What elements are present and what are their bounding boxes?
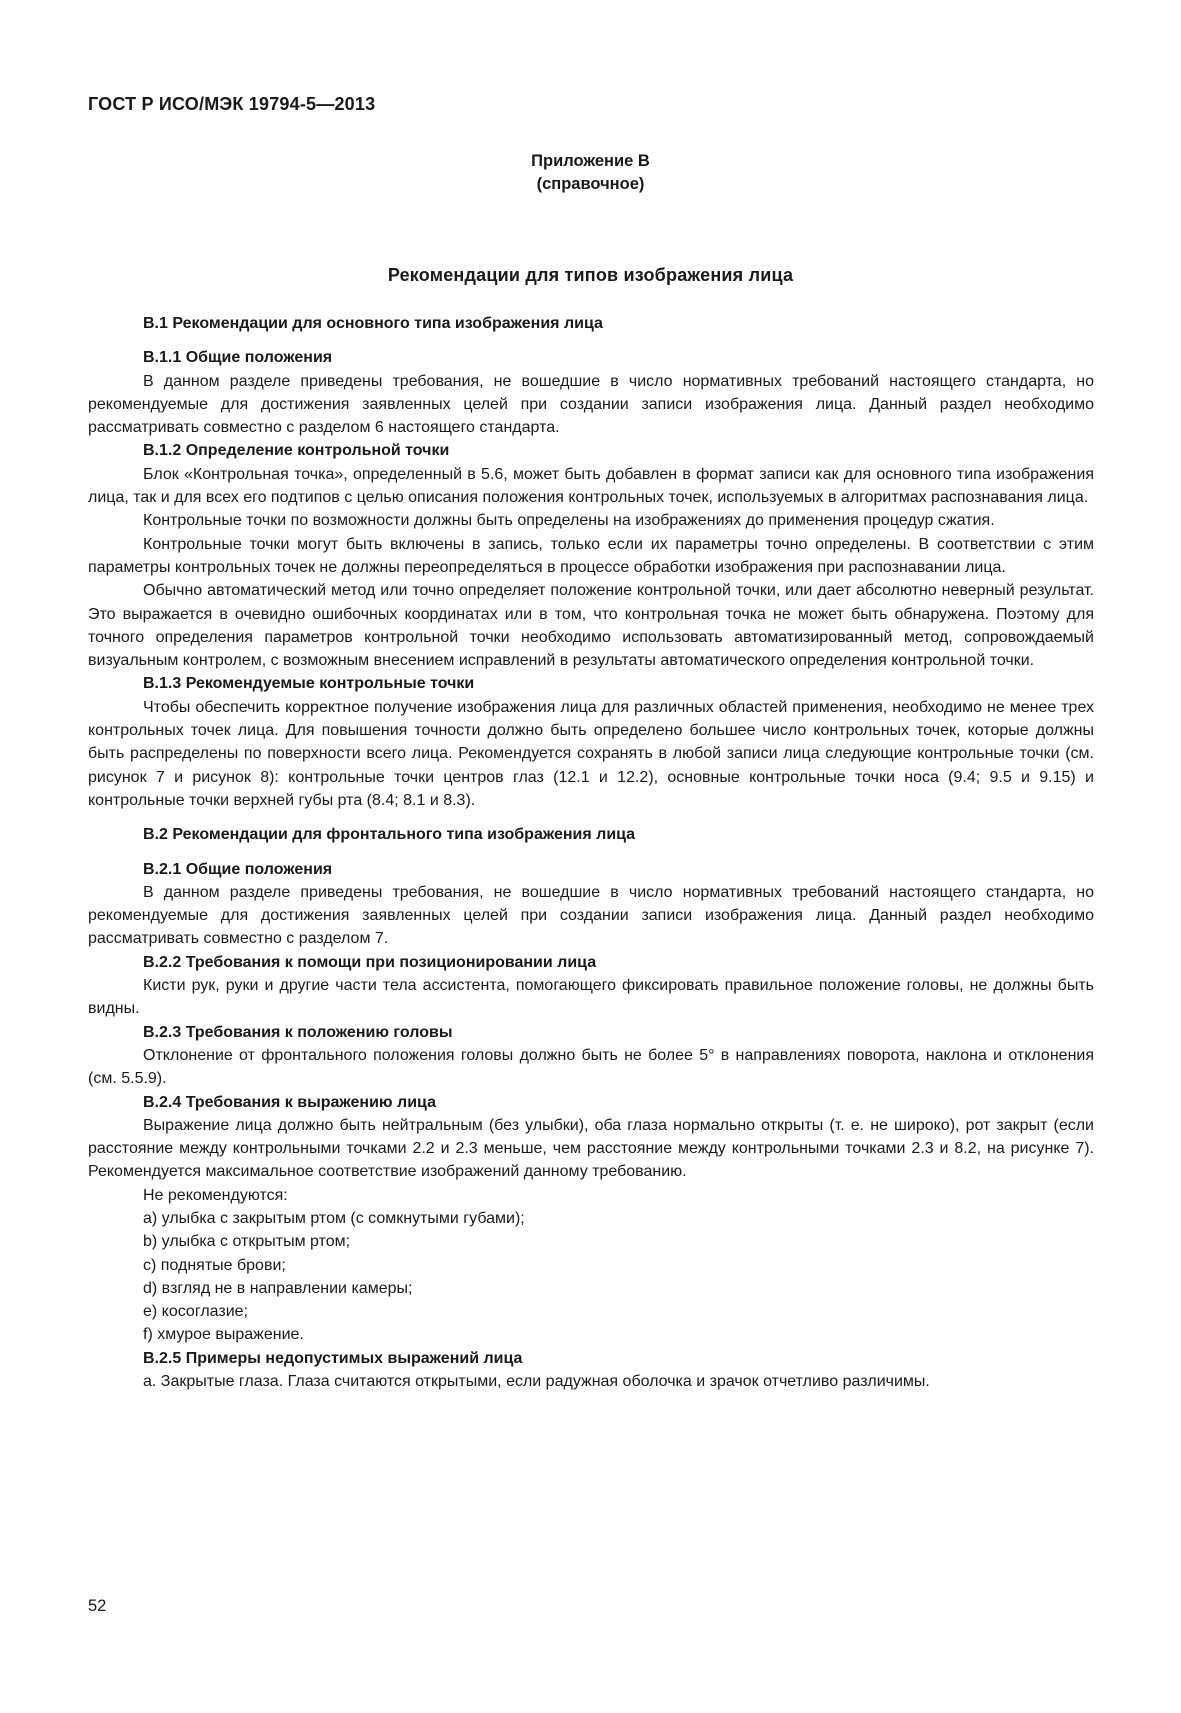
list-item: e) косоглазие; <box>143 1303 248 1321</box>
list-item: b) улыбка с открытым ртом; <box>143 1233 351 1251</box>
annex-main-title: Рекомендации для типов изображения лица <box>387 265 794 285</box>
document-body <box>88 312 1094 1393</box>
section-b22-paragraph: Кисти рук, руки и другие части тела ассистента, помогающего фиксировать правильное положение головы, не должны быть видны. <box>88 977 1094 1018</box>
section-b24-list <box>88 1207 1094 1347</box>
section-b12-paragraph-3: Контрольные точки могут быть включены в запись, только если их параметры точно определены. В соответствии с этим параметры контрольных точек не должны переопределяться в процессе обработки изображения при распознавании лица. <box>88 535 1094 576</box>
section-b21-heading: В.2.1 Общие положения <box>143 860 333 878</box>
section-b23-heading: В.2.3 Требования к положению головы <box>143 1023 453 1041</box>
section-b1-heading: В.1 Рекомендации для основного типа изображения лица <box>143 315 603 332</box>
section-b24-paragraph: Выражение лица должно быть нейтральным (без улыбки), оба глаза нормально открыты (т. е. не широко), рот закрыт (если расстояние между контрольными точками 2.2 и 2.3 меньше, чем расстояние между контрольными точками 2.3 и 8.2, на рисунке 7). Рекомендуется максимальное соответствие изображений данному требованию. <box>88 1116 1094 1181</box>
list-item: a) улыбка с закрытым ртом (с сомкнутыми губами); <box>143 1209 525 1227</box>
section-b12-paragraph-1: Блок «Контрольная точка», определенный в 5.6, может быть добавлен в формат записи как для основного типа изображения лица, так и для всех его подтипов с целью описания положения контрольных точек, используемых в алгоритмах распознавания лица. <box>88 465 1094 507</box>
list-item: c) поднятые брови; <box>143 1256 286 1274</box>
list-item: f) хмурое выражение. <box>143 1326 304 1344</box>
list-item: d) взгляд не в направлении камеры; <box>143 1279 413 1297</box>
section-b11-heading: В.1.1 Общие положения <box>143 349 333 367</box>
section-b21-paragraph: В данном разделе приведены требования, не вошедшие в число нормативных требований настоящего стандарта, но рекомендуемые для достижения заявленных целей при создании записи изображения лица. Данный раздел необходимо рассматривать совместно с разделом 7. <box>88 883 1094 948</box>
section-b12-paragraph-4: Обычно автоматический метод или точно определяет положение контрольной точки, или дает абсолютно неверный результат. Это выражается в очевидно ошибочных координатах или в том, что контрольная точка не может быть обнаружена. Поэтому для точного определения параметров контрольной точки необходимо использовать автоматизированный метод, сопровождаемый визуальным контролем, с возможным внесением исправлений в результаты автоматического определения контрольной точки. <box>88 582 1094 670</box>
section-b13-heading: В.1.3 Рекомендуемые контрольные точки <box>143 675 475 693</box>
annex-title: Приложение В <box>531 152 650 170</box>
section-b12-paragraph-2: Контрольные точки по возможности должны быть определены на изображениях до применения процедур сжатия. <box>143 512 995 530</box>
section-b25-paragraph: а. Закрытые глаза. Глаза считаются открытыми, если радужная оболочка и зрачок отчетливо различимы. <box>143 1373 930 1391</box>
section-b2-heading: В.2 Рекомендации для фронтального типа изображения лица <box>143 826 636 844</box>
section-b22-heading: В.2.2 Требования к помощи при позиционировании лица <box>143 953 597 971</box>
section-b12-heading: В.1.2 Определение контрольной точки <box>143 442 450 460</box>
section-b23-paragraph: Отклонение от фронтального положения головы должно быть не более 5° в направлениях поворота, наклона и отклонения (см. 5.5.9). <box>88 1046 1094 1088</box>
annex-kind: (справочное) <box>536 175 645 193</box>
section-b25-heading: В.2.5 Примеры недопустимых выражений лица <box>143 1349 523 1367</box>
section-b24-list-intro: Не рекомендуются: <box>143 1186 288 1204</box>
standard-header: ГОСТ Р ИСО/МЭК 19794-5—2013 <box>88 94 376 114</box>
section-b13-paragraph: Чтобы обеспечить корректное получение изображения лица для различных областей применения, необходимо не менее трех контрольных точек лица. Для повышения точности должно быть определено большее число контрольных точек, которые должны быть распределены по поверхности всего лица. Рекомендуется сохранять в любой записи лица следующие контрольные точки (см. рисунок 7 и рисунок 8): контрольные точки центров глаз (12.1 и 12.2), основные контрольные точки носа (9.4; 9.5 и 9.15) и контрольные точки верхней губы рта (8.4; 8.1 и 8.3). <box>88 698 1094 809</box>
page-number: 52 <box>88 1597 107 1615</box>
section-b11-paragraph: В данном разделе приведены требования, не вошедшие в число нормативных требований настоящего стандарта, но рекомендуемые для достижения заявленных целей при создании записи изображения лица. Данный раздел необходимо рассматривать совместно с разделом 6 настоящего стандарта. <box>88 372 1094 437</box>
section-b24-heading: В.2.4 Требования к выражению лица <box>143 1093 436 1111</box>
